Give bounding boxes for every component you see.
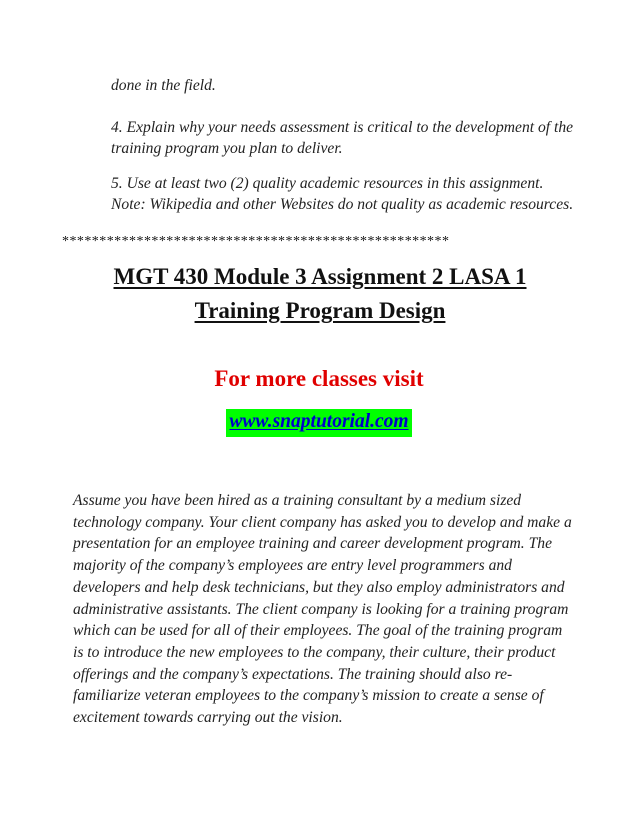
list-item-5: 5. Use at least two (2) quality academic resources in this assignment. Note: Wikipedia and other Websites do not quality as academic resources. xyxy=(111,175,574,213)
assignment-title-line2: Training Program Design xyxy=(194,298,446,323)
assignment-description: Assume you have been hired as a training consultant by a medium sized technology company. Your client company has asked you to develop and make a presentation for an employee training and career development program. The majority of the company’s employees are entry level programmers and developers and help desk technicians, but they also employ administrators and administrative assistants. The client company is looking for a training program which can be used for all of their employees. The goal of the training program is to introduce the new employees to the company, their culture, their product offerings and the company’s expectations. The training should also re-familiarize veteran employees to the company’s mission to create a sense of excitement towards carrying out the vision. xyxy=(73,492,572,727)
promo-text: For more classes visit xyxy=(214,366,424,391)
promo-link-container xyxy=(0,409,638,437)
assignment-title xyxy=(82,260,558,328)
list-item-4: 4. Explain why your needs assessment is critical to the development of the training program you plan to deliver. xyxy=(111,119,574,157)
list-item-continued: done in the field. xyxy=(111,77,216,94)
asterisk-separator: **************************************************** xyxy=(62,234,450,249)
assignment-title-line1: MGT 430 Module 3 Assignment 2 LASA 1 xyxy=(113,264,527,289)
website-link[interactable]: www.snaptutorial.com xyxy=(226,409,411,437)
